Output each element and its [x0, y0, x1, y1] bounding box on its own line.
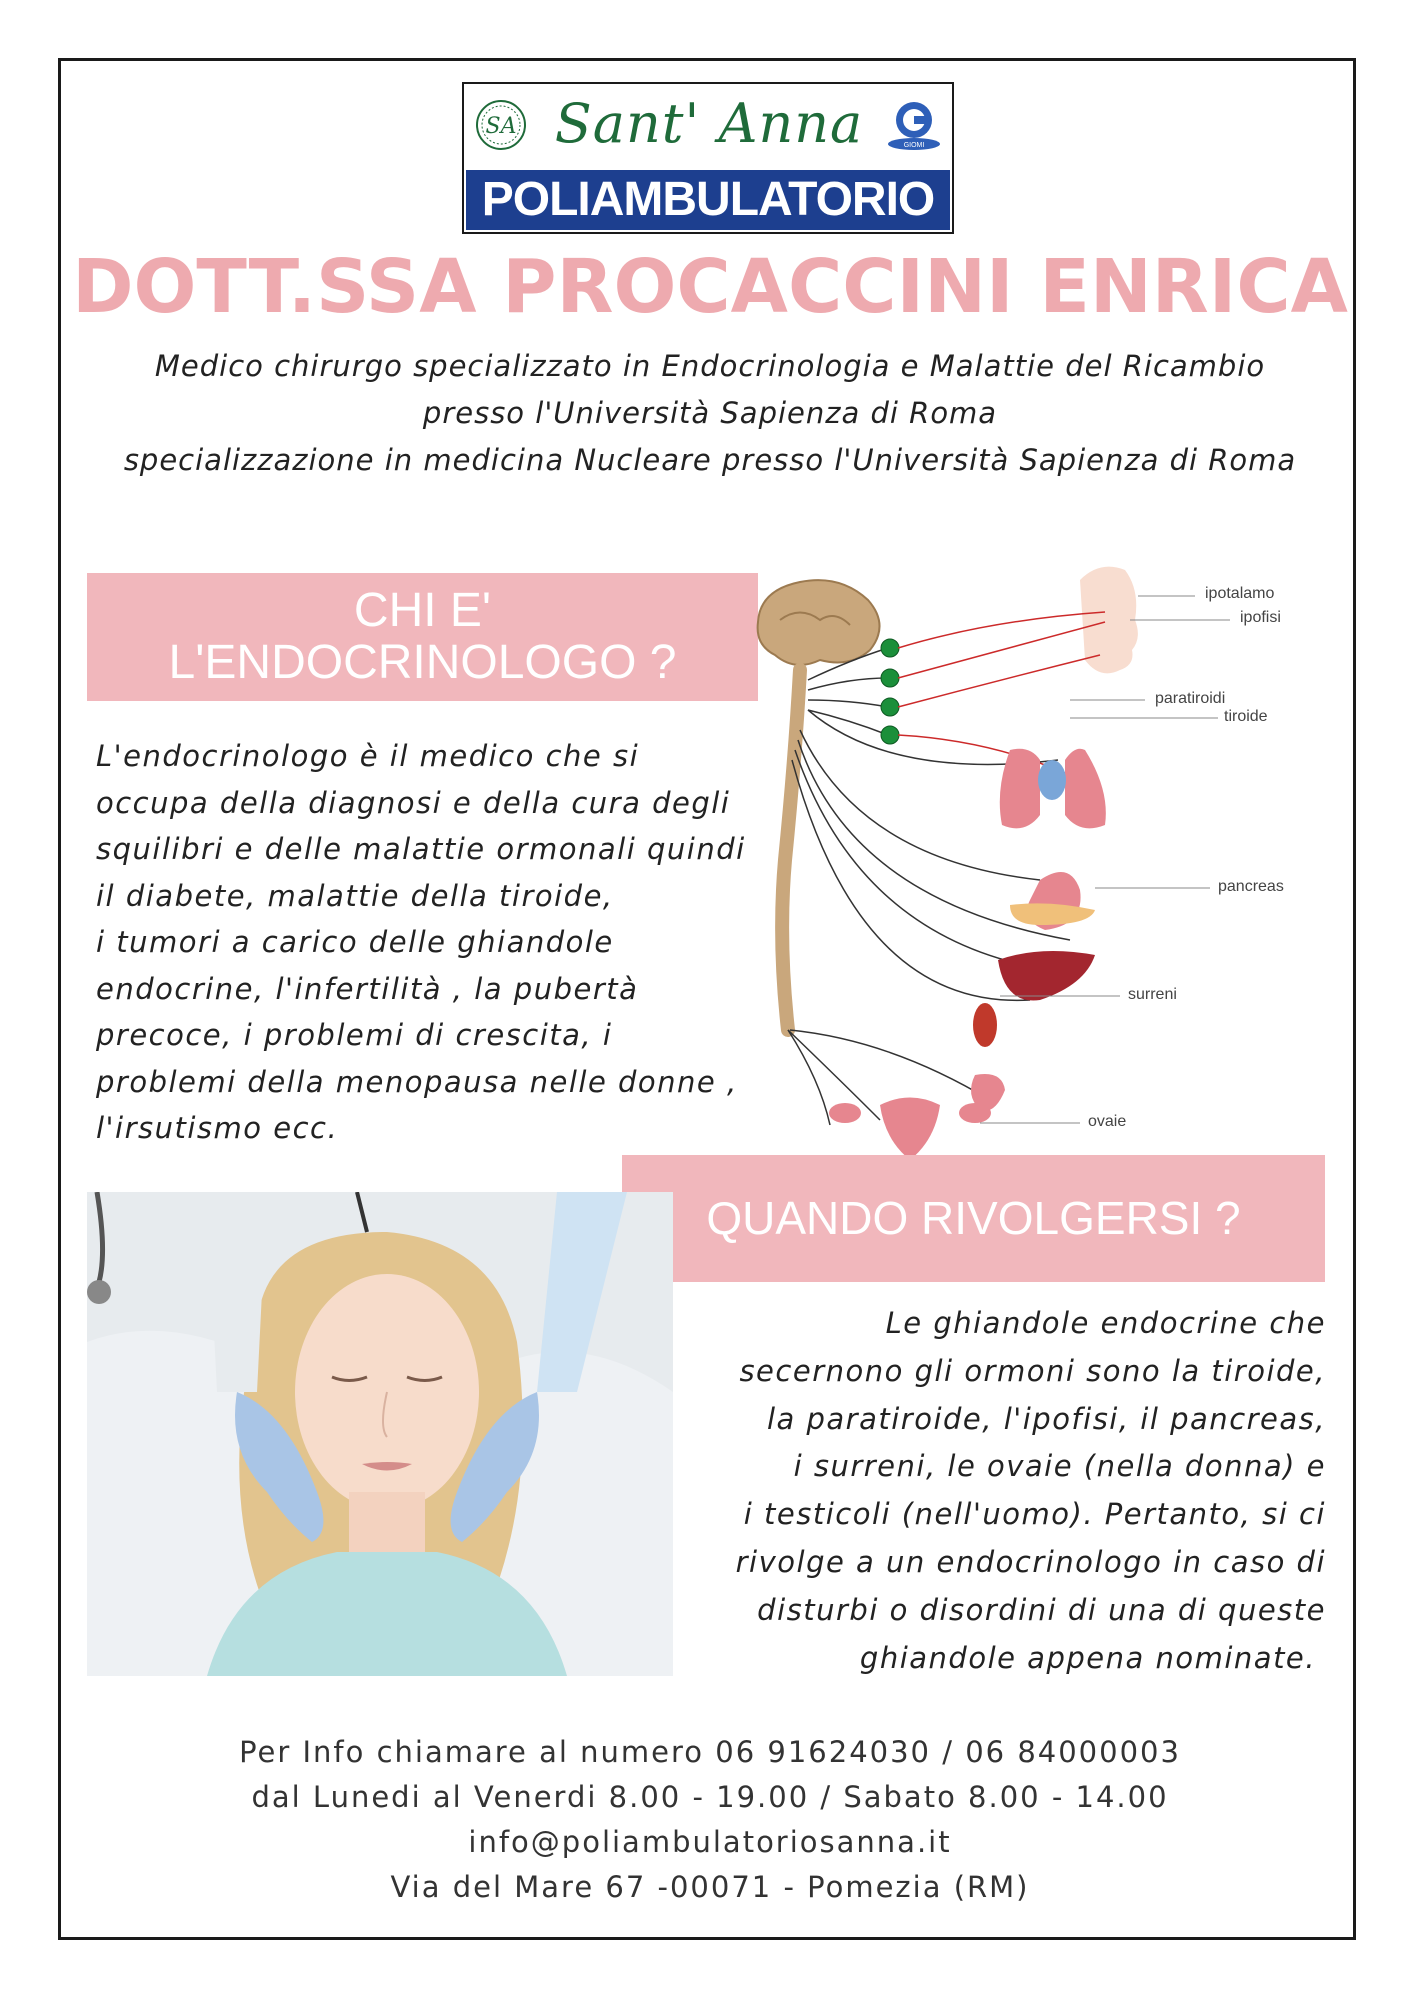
section-title-quando-rivolgersi: QUANDO RIVOLGERSI ?: [622, 1155, 1325, 1282]
kidney: [973, 1003, 997, 1047]
section1-text-line: squilibri e delle malattie ormonali quindi: [96, 832, 746, 866]
footer-phone: Per Info chiamare al numero 06 91624030 / 06 84000003: [239, 1735, 1181, 1769]
section2-text-line: ghiandole appena nominate.: [859, 1640, 1316, 1675]
section2-text-line: i testicoli (nell'uomo). Pertanto, si ci: [743, 1497, 1326, 1532]
label-ipofisi: ipofisi: [1240, 609, 1281, 626]
subtitle-line-3: specializzazione in medicina Nucleare presso l'Università Sapienza di Roma: [123, 443, 1297, 477]
section1-text-line: precoce, i problemi di crescita, i: [96, 1018, 613, 1052]
photo-illustration: [87, 1192, 673, 1676]
footer-address: Via del Mare 67 -00071 - Pomezia (RM): [390, 1870, 1030, 1904]
section1-text-line: i tumori a carico delle ghiandole: [96, 925, 614, 959]
label-lines: [980, 596, 1230, 1123]
section1-text-line: problemi della menopausa nelle donne ,: [96, 1064, 738, 1099]
endocrine-diagram-illustration: [740, 560, 1320, 1160]
spinal-cord: [782, 670, 800, 1030]
section1-title-line-1: CHI E': [353, 584, 492, 637]
logo-name: Sant' Anna: [554, 92, 864, 155]
section1-text: [96, 733, 746, 1152]
section1-text-line: l'irsutismo ecc.: [96, 1111, 339, 1145]
ovary-right: [959, 1103, 991, 1123]
subtitle-line-2: presso l'Università Sapienza di Roma: [422, 396, 998, 430]
logo-top: [464, 84, 952, 170]
giomi-text: GIOMI: [903, 142, 925, 149]
lung-left: [1000, 749, 1040, 829]
patient-thyroid-exam-photo: [87, 1192, 673, 1676]
label-ovaie: ovaie: [1088, 1113, 1127, 1130]
label-paratiroidi: paratiroidi: [1155, 690, 1226, 707]
section-title-chi-endocrinologo: [87, 573, 758, 701]
pancreas: [1010, 903, 1095, 925]
section2-text-line: disturbi o disordini di una di queste: [757, 1592, 1326, 1627]
trachea-heart: [1038, 760, 1066, 800]
section1-text-line: occupa della diagnosi e della cura degli: [96, 785, 731, 820]
label-surreni: surreni: [1128, 986, 1177, 1003]
section1-text-line: endocrine, l'infertilità , la pubertà: [96, 971, 639, 1006]
label-tiroide: tiroide: [1224, 708, 1268, 725]
giomi-logo-icon: [882, 96, 946, 154]
section2-text-line: la paratiroide, l'ipofisi, il pancreas,: [766, 1401, 1326, 1436]
section1-text-line: L'endocrinologo è il medico che si: [96, 739, 640, 773]
section2-text: [736, 1300, 1326, 1682]
ganglia-nodes: [881, 639, 899, 744]
section2-text-line: Le ghiandole endocrine che: [885, 1306, 1326, 1340]
footer-hours: dal Lunedi al Venerdi 8.00 - 19.00 / Sabato 8.00 - 14.00: [251, 1780, 1169, 1814]
clinic-logo: [462, 82, 954, 234]
liver: [998, 951, 1095, 1001]
section2-text-line: secernono gli ormoni sono la tiroide,: [739, 1353, 1326, 1388]
label-ipotalamo: ipotalamo: [1205, 585, 1275, 602]
section2-text-line: rivolge a un endocrinologo in caso di: [735, 1544, 1326, 1579]
footer-email[interactable]: info@poliambulatoriosanna.it: [468, 1825, 952, 1859]
uterus: [880, 1098, 940, 1161]
nerve-lines: [788, 648, 1070, 1125]
monogram-text: SA: [485, 114, 517, 139]
section1-title-line-2: L'ENDOCRINOLOGO ?: [168, 636, 677, 689]
monogram-icon: [472, 96, 530, 154]
subtitle-line-1: Medico chirurgo specializzato in Endocrinologia e Malattie del Ricambio: [154, 349, 1266, 383]
endocrine-system-diagram: [740, 560, 1320, 1160]
section2-text-line: i surreni, le ovaie (nella donna) e: [793, 1449, 1326, 1484]
red-lines: [898, 612, 1105, 775]
section1-text-line: il diabete, malattie della tiroide,: [96, 878, 614, 913]
ovary-left: [829, 1103, 861, 1123]
doctor-name: DOTT.SSA PROCACCINI ENRICA: [72, 244, 1348, 330]
label-pancreas: pancreas: [1218, 878, 1284, 895]
lung-right: [1065, 749, 1106, 829]
logo-band: POLIAMBULATORIO: [466, 170, 950, 230]
brain: [758, 580, 880, 665]
